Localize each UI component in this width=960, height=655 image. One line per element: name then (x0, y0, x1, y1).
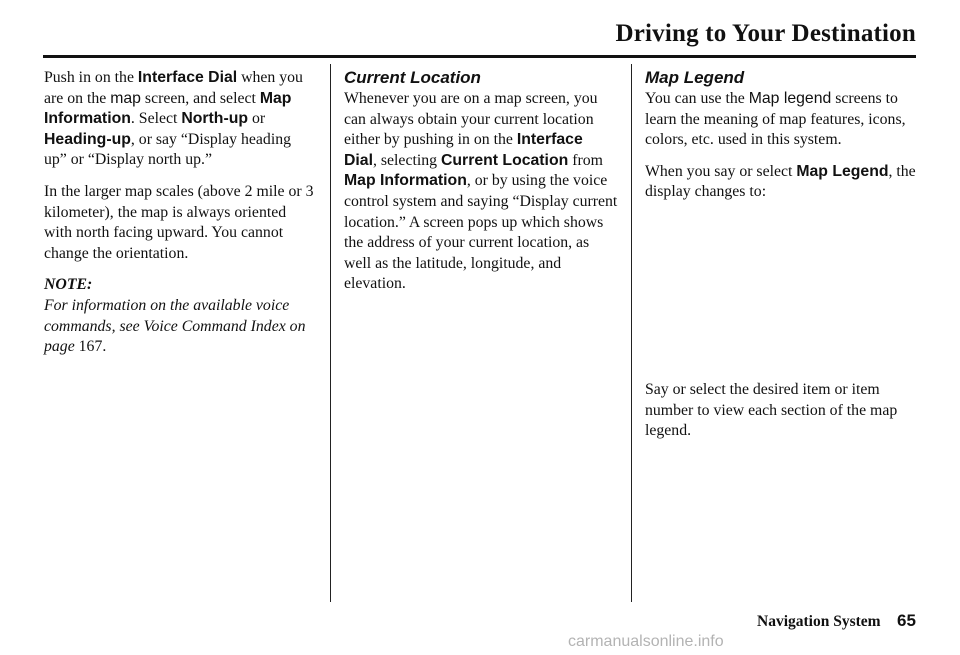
ui-term-current-location: Current Location (440, 151, 569, 169)
ui-term-north-up: North-up (181, 110, 249, 128)
text: , or by using the voice control system and saying “Display current location.” A screen pops up which shows the address of your current location, as well as the latitude, longitude, and elevation. (344, 172, 618, 293)
text: screens to learn the meaning of map features, icons, colors, etc. used in this system. (645, 90, 906, 149)
ui-term-heading-up: Heading-up (44, 130, 131, 148)
text: Push in on the (44, 69, 138, 86)
note-label: NOTE: (44, 276, 93, 294)
note-text: For information on the available voice commands, see Voice Command Index on page (44, 296, 306, 356)
text: , selecting (372, 151, 441, 169)
paragraph-map-orientation (44, 68, 316, 171)
paragraph-map-legend-select (645, 162, 920, 203)
section-heading-current-location: Current Location (344, 68, 481, 87)
text: from (568, 151, 603, 169)
column-2 (344, 68, 618, 306)
header-rule (43, 55, 916, 58)
paragraph-map-legend-intro (645, 89, 920, 151)
text: Whenever you are on a map screen, you can always obtain your current location either by pushing in on the (344, 90, 598, 149)
ui-term-map-information: Map Information (44, 89, 292, 128)
page-number: 65 (897, 611, 916, 630)
ui-term-map-legend-screen: Map legend (748, 90, 832, 107)
paragraph-map-scales: In the larger map scales (above 2 mile or 3 kilometer), the map is always oriented with north facing upward. You cannot change the orientation. (44, 182, 314, 262)
ui-term-map: map (110, 89, 141, 107)
column-divider (330, 64, 331, 602)
ui-term-interface-dial: Interface Dial (137, 69, 238, 86)
text: when you are on the (44, 69, 303, 107)
watermark: carmanualsonline.info (568, 633, 724, 650)
ui-term-map-information: Map Information (344, 172, 467, 190)
section-heading-map-legend: Map Legend (645, 68, 745, 87)
column-1 (44, 68, 316, 369)
text: When you say or select (645, 162, 797, 180)
screen-image-placeholder (645, 214, 920, 380)
column-divider (631, 64, 632, 602)
text: or (248, 110, 266, 128)
text: You can use the (645, 90, 749, 107)
ui-term-map-legend: Map Legend (796, 162, 889, 180)
text: . Select (130, 110, 182, 128)
paragraph-current-location (344, 89, 618, 295)
note-block (44, 275, 316, 357)
text: , or say “Display heading up” or “Display north up.” (44, 130, 292, 169)
column-3 (645, 68, 920, 453)
paragraph-map-legend-item: Say or select the desired item or item number to view each section of the map legend. (645, 380, 898, 440)
footer-section-label: Navigation System (757, 613, 881, 630)
text: screen, and select (140, 89, 260, 107)
page-title: Driving to Your Destination (615, 20, 916, 47)
text: , the display changes to: (645, 162, 916, 201)
ui-term-interface-dial: Interface Dial (344, 131, 583, 169)
note-page-ref: 167. (78, 338, 107, 356)
